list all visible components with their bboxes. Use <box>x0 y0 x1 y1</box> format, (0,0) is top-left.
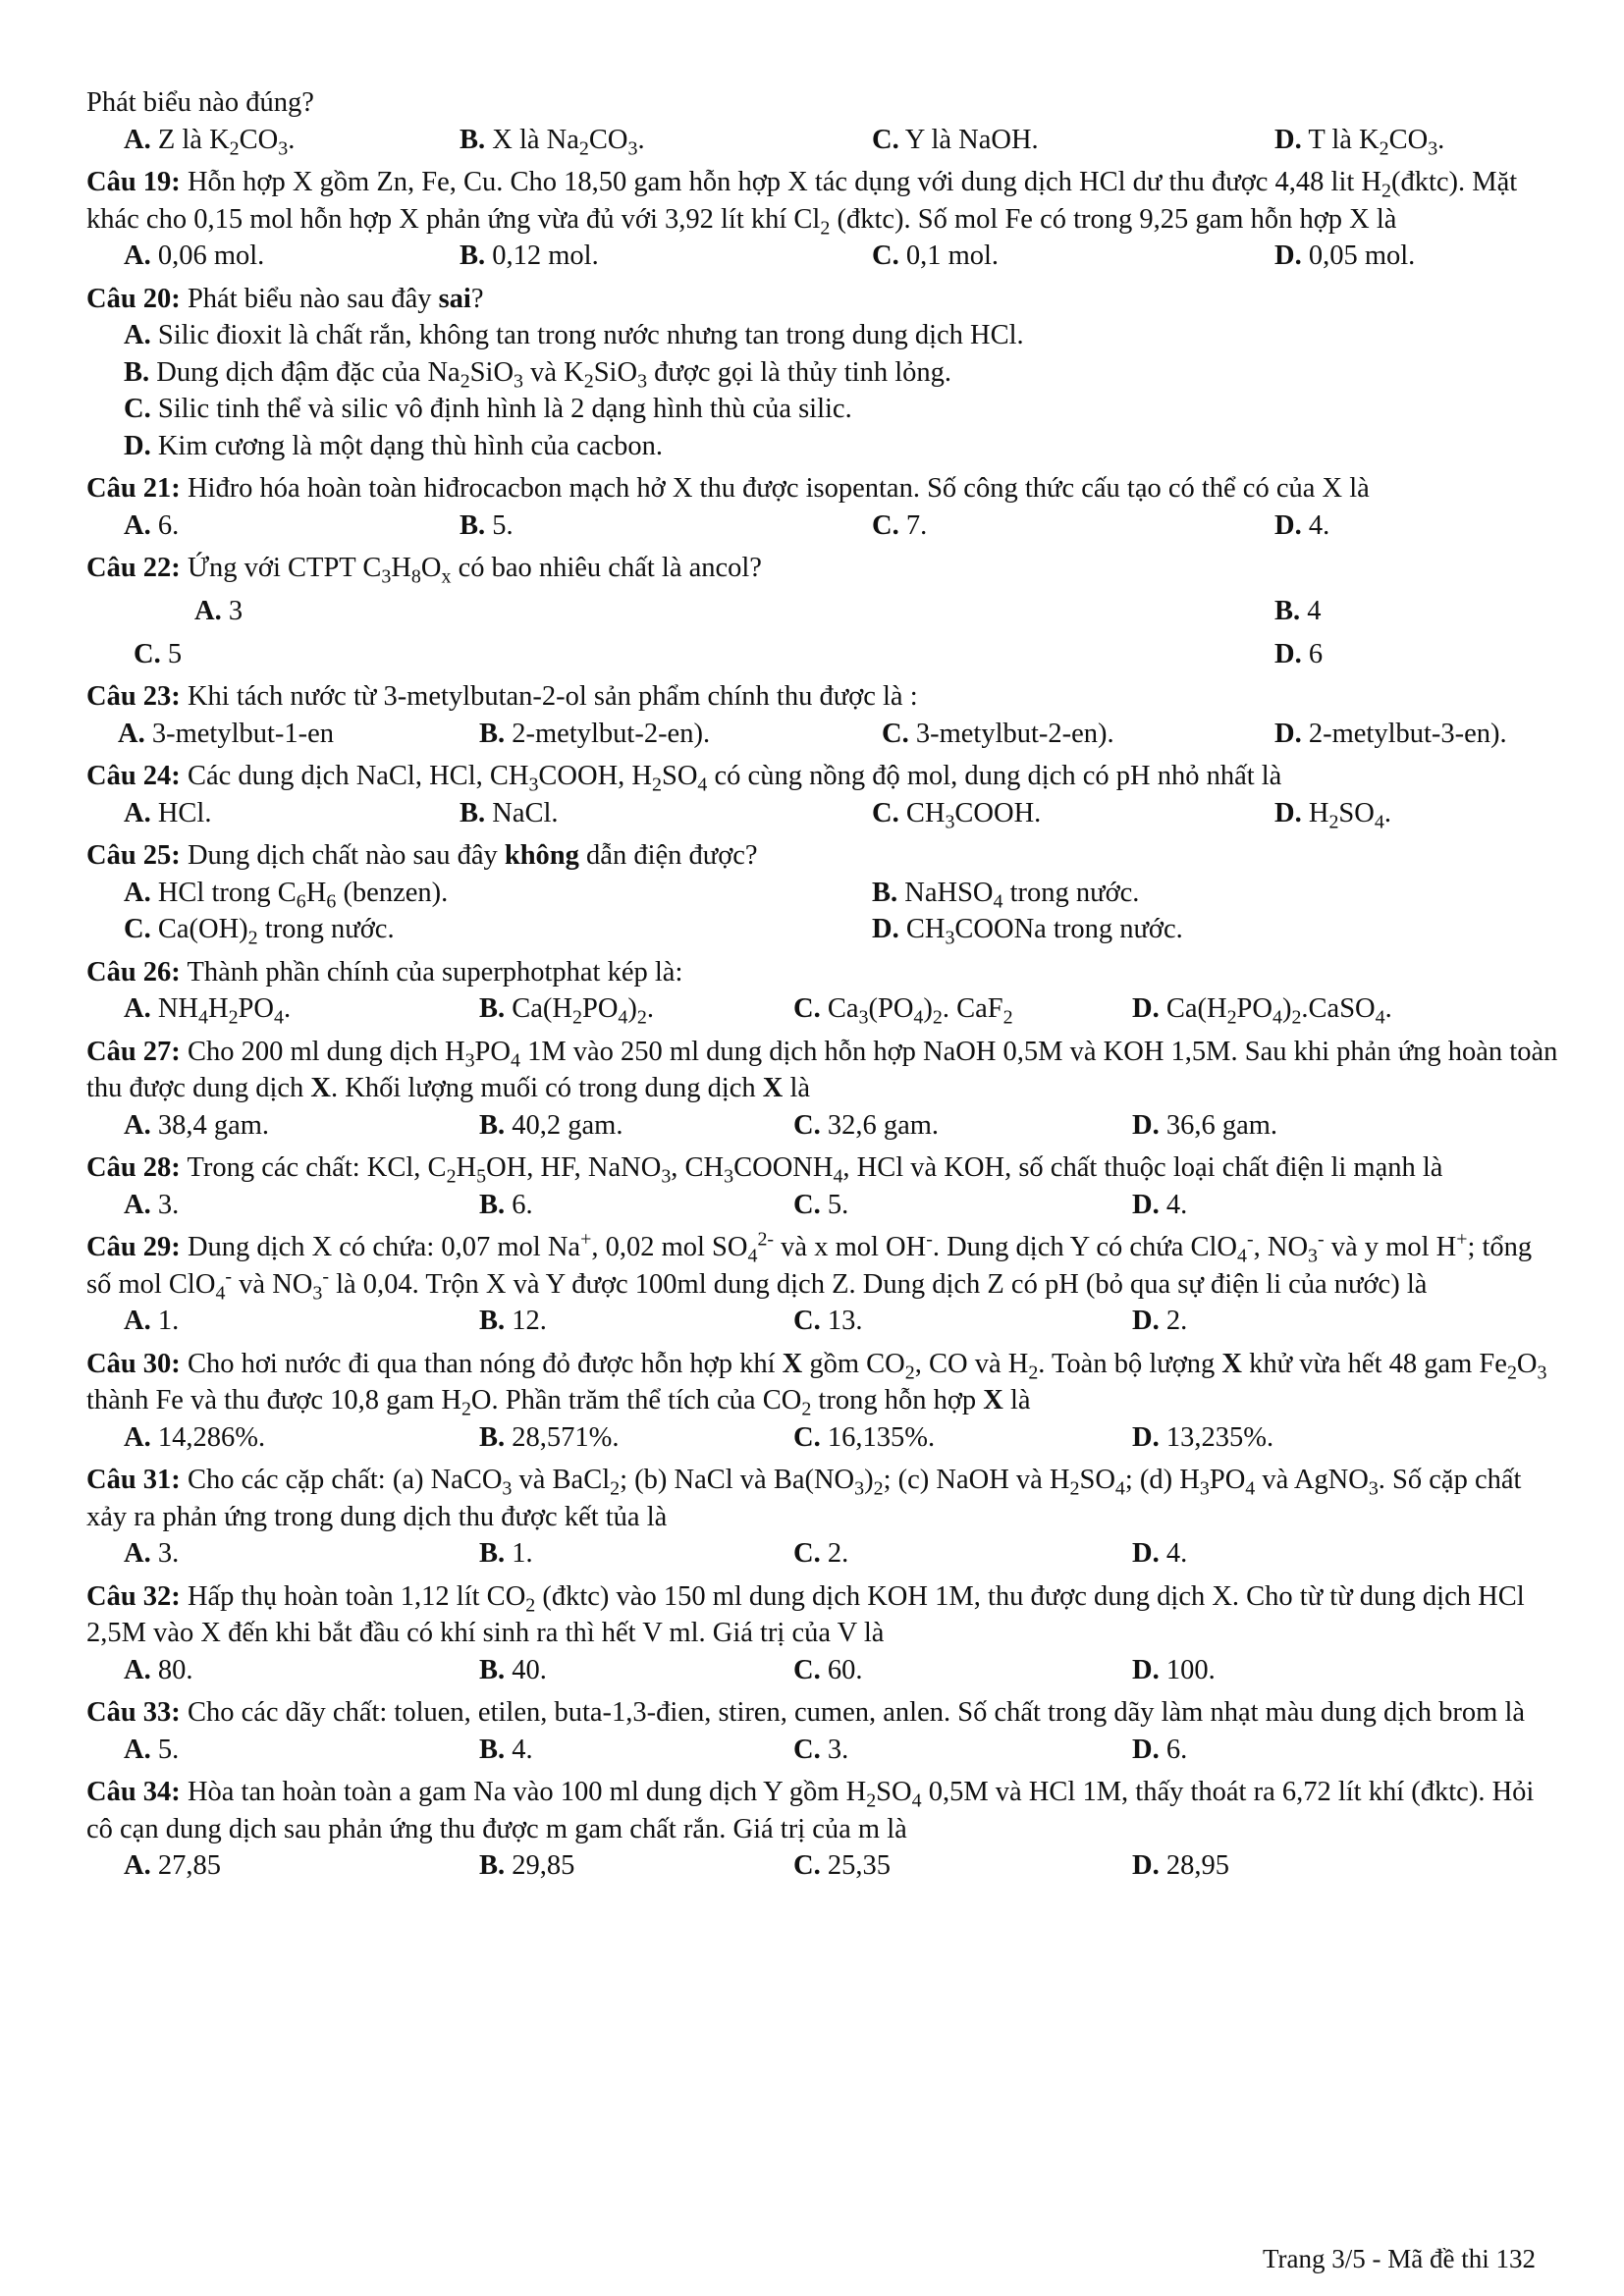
question-28 <box>86 1149 1559 1223</box>
question-list <box>86 164 1559 1885</box>
option-b: B. NaCl. <box>460 797 559 828</box>
question-19 <box>86 164 1559 275</box>
option-d: D. 28,95 <box>1132 1850 1229 1881</box>
question-23 <box>86 678 1559 752</box>
question-number: Câu 24: <box>86 761 181 791</box>
options-row <box>86 875 1559 912</box>
option-d: D. 13,235%. <box>1132 1421 1274 1453</box>
question-stem: Câu 33: Cho các dãy chất: toluen, etilen, buta-1,3-đien, stiren, cumen, anlen. Số chất trong dãy làm nhạt màu dung dịch brom là <box>86 1697 1526 1728</box>
option-c: C. 5. <box>793 1189 849 1220</box>
question-stem: Câu 31: Cho các cặp chất: (a) NaCO$_3$ và BaCl$_2$; (b) NaCl và $Ba(NO_3)_2$; (c) NaOH và $H_2SO_4$; (d) $H_3PO_4$ và AgNO$_3$. Số cặp chất xảy ra phản ứng trong dung dịch thu được kết tủa là <box>86 1465 1522 1532</box>
options-row <box>86 1535 1559 1573</box>
option-c: C. 5 <box>134 638 183 669</box>
option-c: C. 2. <box>793 1538 849 1569</box>
options-row <box>86 1303 1559 1340</box>
question-number: Câu 33: <box>86 1697 181 1728</box>
question-number: Câu 34: <box>86 1777 181 1807</box>
options-row <box>86 795 1559 832</box>
option-a: A. 14,286%. <box>124 1421 266 1453</box>
option-c: C. 60. <box>793 1654 863 1685</box>
option-d: D. T là $K_2CO_3$. <box>1274 124 1445 160</box>
option-a: A. 5. <box>124 1734 180 1765</box>
option-d: D. 0,05 mol. <box>1274 240 1416 271</box>
options-row <box>86 1187 1559 1224</box>
question-number: Câu 32: <box>86 1580 181 1612</box>
options-row <box>86 391 1559 428</box>
option-c: C. Y là NaOH. <box>872 124 1039 155</box>
question-21 <box>86 470 1559 544</box>
options-row <box>86 911 1559 948</box>
option-b: B. 40. <box>479 1654 547 1685</box>
question-34 <box>86 1774 1559 1885</box>
option-b: B. Dung dịch đậm đặc của $Na_2SiO_3$ và $K_2SiO_3$ được gọi là thủy tinh lỏng. <box>124 356 951 393</box>
question-29 <box>86 1229 1559 1340</box>
question-stem: Câu 22: Ứng với CTPT $C_3H_8O_x$ có bao nhiêu chất là ancol? <box>86 553 762 588</box>
option-c: C. 0,1 mol. <box>872 240 1000 271</box>
option-a: A. 27,85 <box>124 1850 221 1881</box>
options-row <box>86 636 1559 673</box>
options-row <box>86 507 1559 545</box>
option-d: D. 2. <box>1132 1306 1188 1336</box>
option-b: B. 5. <box>460 509 514 541</box>
option-d: D. 6 <box>1274 638 1324 669</box>
option-b: B. 29,85 <box>479 1850 575 1881</box>
option-a: A. 38,4 gam. <box>124 1109 270 1141</box>
option-a: A. 3-metylbut-1-en <box>118 718 335 749</box>
option-c: C. 3-metylbut-2-en). <box>882 718 1114 749</box>
options-row <box>86 1652 1559 1689</box>
question-number: Câu 20: <box>86 283 181 314</box>
option-d: D. $CH_3COONa$ trong nước. <box>872 914 1183 949</box>
option-a: A. 3 <box>194 595 244 626</box>
question-stem: Câu 21: Hiđro hóa hoàn toàn hiđrocacbon mạch hở X thu được isopentan. Số công thức cấu tạo có thể có của X là <box>86 473 1370 504</box>
question-25 <box>86 837 1559 948</box>
options-row <box>86 1847 1559 1885</box>
option-b: B. 6. <box>479 1189 533 1220</box>
question-20 <box>86 281 1559 465</box>
option-d: D. 4. <box>1132 1538 1188 1569</box>
question-27 <box>86 1034 1559 1145</box>
question-number: Câu 23: <box>86 681 181 712</box>
option-a: A. 0,06 mol. <box>124 240 265 271</box>
option-a: A. 6. <box>124 509 180 541</box>
question-33 <box>86 1694 1559 1768</box>
question-26 <box>86 954 1559 1028</box>
question-stem: Câu 30: Cho hơi nước đi qua than nóng đỏ được hỗn hợp khí X gồm $CO_2$, CO và $H_2$. Toàn bộ lượng X khử vừa hết 48 gam $Fe_2O_3$ thành Fe và thu được 10,8 gam $H_2O$. Phần trăm thể tích của $CO_2$ trong hỗn hợp X là <box>86 1348 1547 1420</box>
option-d: D. 2-metylbut-3-en). <box>1274 718 1507 749</box>
question-number: Câu 30: <box>86 1348 181 1379</box>
question-stem: Câu 19: Hỗn hợp X gồm Zn, Fe, Cu. Cho 18,50 gam hỗn hợp X tác dụng với dung dịch HCl dư thu được 4,48 lit $H_2(đktc)$. Mặt khác cho 0,15 mol hỗn hợp X phản ứng vừa đủ với 3,92 lít khí $Cl_2$ (đktc). Số mol Fe có trong 9,25 gam hỗn hợp X là <box>86 167 1518 240</box>
option-b: B. 4. <box>479 1734 533 1765</box>
question-number: Câu 29: <box>86 1232 181 1262</box>
question-stem: Câu 32: Hấp thụ hoàn toàn 1,12 lít $CO_2$ (đktc) vào 150 ml dung dịch KOH 1M, thu được dung dịch X. Cho từ từ dung dịch HCl 2,5M vào X đến khi bắt đầu có khí sinh ra thì hết V ml. Giá trị của V là <box>86 1580 1525 1648</box>
question-stem: Câu 26: Thành phần chính của superphotphat kép là: <box>86 956 683 988</box>
question-number: Câu 28: <box>86 1152 181 1183</box>
question-31 <box>86 1462 1559 1573</box>
question-stem: Câu 24: Các dung dịch NaCl, HCl, $CH_3COOH$, $H_2SO_4$ có cùng nồng độ mol, dung dịch có pH nhỏ nhất là <box>86 761 1282 796</box>
option-c: C. 7. <box>872 509 928 541</box>
option-d: D. $H_2SO_4$. <box>1274 797 1391 833</box>
option-a: A. $NH_4H_2PO_4$. <box>124 993 292 1029</box>
option-b: B. 1. <box>479 1538 533 1569</box>
option-a: A. HCl. <box>124 797 212 828</box>
options-row <box>86 428 1559 465</box>
option-c: C. 25,35 <box>793 1850 891 1881</box>
option-d: D. 36,6 gam. <box>1132 1109 1278 1141</box>
question-stem: Câu 27: Cho 200 ml dung dịch $H_3PO_4$ 1M vào 250 ml dung dịch hỗn hợp NaOH 0,5M và KOH 1,5M. Sau khi phản ứng hoàn toàn thu được dung dịch X. Khối lượng muối có trong dung dịch X là <box>86 1036 1558 1103</box>
option-d: D. $Ca(H_2PO_4)_2.CaSO_4$. <box>1132 993 1392 1029</box>
option-a: A. 3. <box>124 1538 180 1569</box>
option-b: B. 28,571%. <box>479 1421 620 1453</box>
options-row <box>86 354 1559 392</box>
options-row <box>86 1419 1559 1457</box>
options-row <box>86 122 1559 159</box>
option-d: D. 100. <box>1132 1654 1216 1685</box>
option-b: B. NaHSO$_4$ trong nước. <box>872 877 1140 913</box>
option-a: A. 80. <box>124 1654 193 1685</box>
option-a: A. Z là $K_2CO_3$. <box>124 124 296 160</box>
option-a: A. 1. <box>124 1306 180 1336</box>
option-c: C. 32,6 gam. <box>793 1109 940 1141</box>
option-d: D. Kim cương là một dạng thù hình của cacbon. <box>124 430 663 461</box>
option-d: D. 6. <box>1132 1734 1188 1765</box>
option-c: C. $Ca(OH)_2$ trong nước. <box>124 914 395 949</box>
option-c: C. $Ca_3(PO_4)_2$. CaF$_2$ <box>793 993 1013 1029</box>
question-number: Câu 27: <box>86 1036 181 1067</box>
question-number: Câu 22: <box>86 553 181 583</box>
question-24 <box>86 758 1559 831</box>
option-b: B. 40,2 gam. <box>479 1109 623 1141</box>
question-32 <box>86 1578 1559 1689</box>
options-row <box>86 317 1559 354</box>
page-footer: Trang 3/5 - Mã đề thi 132 <box>1263 2244 1536 2273</box>
option-b: B. 4 <box>1274 595 1322 626</box>
question-stem: Câu 28: Trong các chất: KCl, $C_2H_5OH$, HF, NaNO$_3$, $CH_3COONH_4$, HCl và KOH, số chất thuộc loại chất điện li mạnh là <box>86 1152 1443 1188</box>
option-d: D. 4. <box>1274 509 1330 541</box>
option-c: C. 13. <box>793 1306 863 1336</box>
question-22 <box>86 550 1559 672</box>
option-b: B. $Ca(H_2PO_4)_2$. <box>479 993 654 1029</box>
question-number: Câu 21: <box>86 473 181 504</box>
question-number: Câu 26: <box>86 956 181 988</box>
question-number: Câu 31: <box>86 1465 181 1495</box>
option-a: A. 3. <box>124 1189 180 1220</box>
exam-page <box>86 84 1559 1885</box>
options-row <box>86 990 1559 1028</box>
option-b: B. 12. <box>479 1306 547 1336</box>
question-number: Câu 19: <box>86 167 181 197</box>
option-c: C. 3. <box>793 1734 849 1765</box>
question-stem: Câu 20: Phát biểu nào sau đây sai? <box>86 283 484 314</box>
question-stem: Câu 34: Hòa tan hoàn toàn a gam Na vào 100 ml dung dịch Y gồm $H_2SO_4$ 0,5M và HCl 1M, thấy thoát ra 6,72 lít khí (đktc). Hỏi cô cạn dung dịch sau phản ứng thu được m gam chất rắn. Giá trị của m là <box>86 1777 1535 1844</box>
question-18-tail <box>86 84 1559 158</box>
option-a: A. Silic đioxit là chất rắn, không tan trong nước nhưng tan trong dung dịch HCl. <box>124 320 1024 350</box>
option-c: C. 16,135%. <box>793 1421 936 1453</box>
question-number: Câu 25: <box>86 840 181 871</box>
option-b: B. 0,12 mol. <box>460 240 599 271</box>
question-stem: Phát biểu nào đúng? <box>86 87 314 118</box>
options-row <box>86 238 1559 275</box>
options-row <box>86 1107 1559 1145</box>
options-row <box>86 716 1559 753</box>
question-stem: Câu 23: Khi tách nước từ 3-metylbutan-2-ol sản phẩm chính thu được là : <box>86 681 918 712</box>
question-30 <box>86 1346 1559 1457</box>
option-c: C. Silic tinh thể và silic vô định hình là 2 dạng hình thù của silic. <box>124 394 852 424</box>
option-a: A. HCl trong $C_6H_6$ (benzen). <box>124 877 449 913</box>
question-stem: Câu 25: Dung dịch chất nào sau đây không dẫn điện được? <box>86 840 758 871</box>
option-b: B. 2-metylbut-2-en). <box>479 718 711 749</box>
option-b: B. X là $Na_2CO_3$. <box>460 124 645 160</box>
options-row <box>86 593 1559 636</box>
options-row <box>86 1732 1559 1769</box>
option-d: D. 4. <box>1132 1189 1188 1220</box>
question-stem: Câu 29: Dung dịch X có chứa: 0,07 mol Na+, 0,02 mol $SO_4^{2-}$ và x mol OH-. Dung dịch Y có chứa ClO$_4$-, $NO_3^-$ và y mol H+; tổng số mol ClO$_4$- và $NO_3^-$ là 0,04. Trộn X và Y được 100ml dung dịch Z. Dung dịch Z có pH (bỏ qua sự điện li của nước) là <box>86 1228 1533 1305</box>
option-c: C. $CH_3COOH$. <box>872 797 1042 833</box>
